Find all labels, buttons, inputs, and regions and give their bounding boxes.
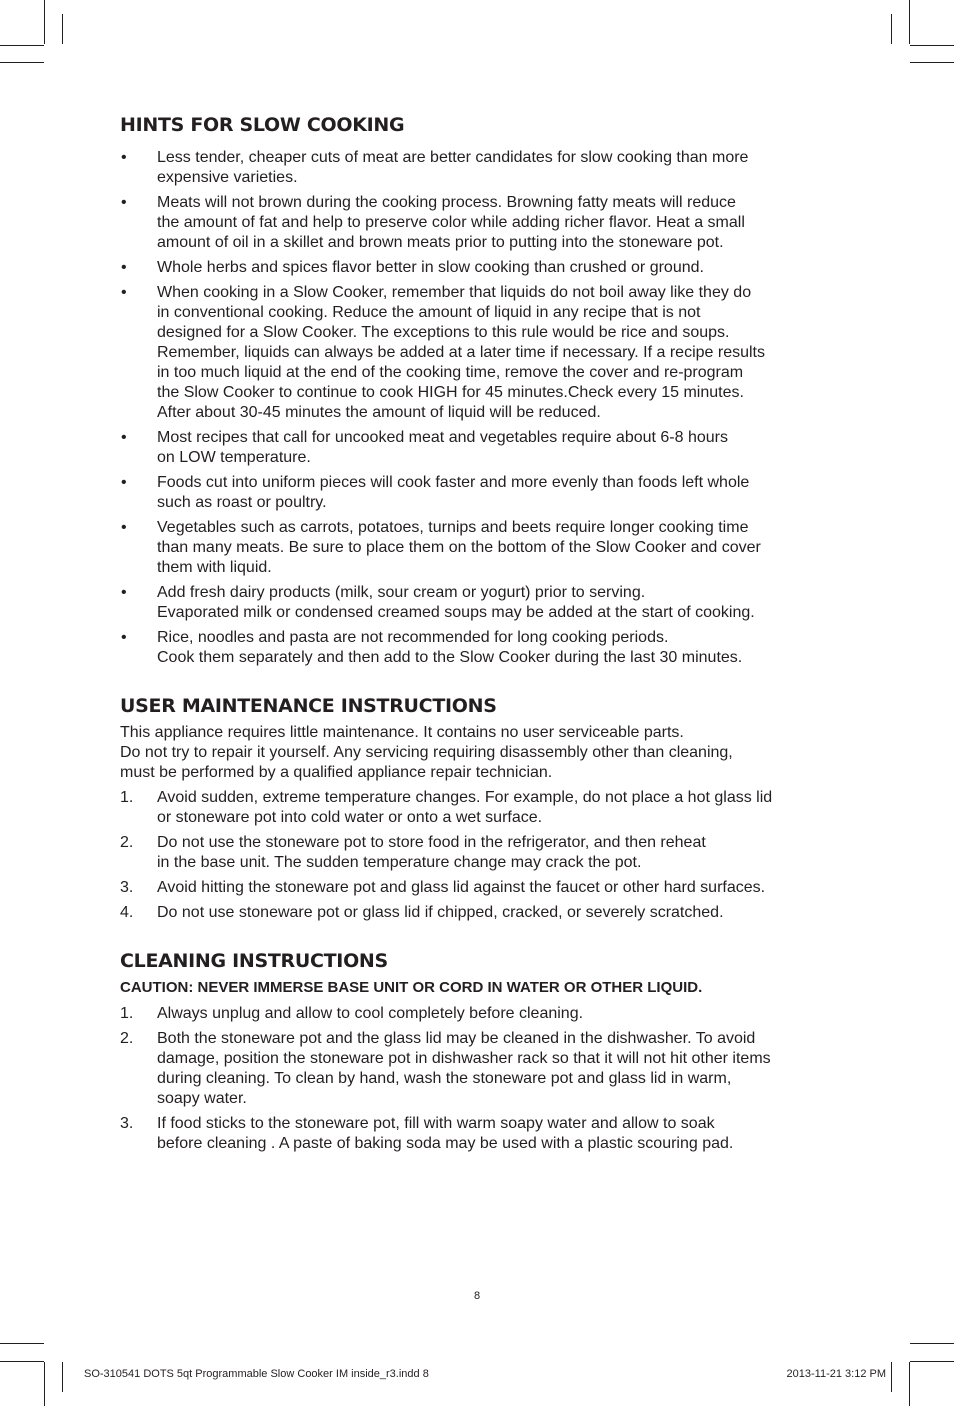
- item-text: Meats will not brown during the cooking process. Browning fatty meats will reduce the amount of fat and help to preserve color while adding richer flavor. Heat a small amount of oil in a skillet and brown meats prior to putting into the stoneware pot.: [157, 194, 745, 251]
- list-item: [120, 518, 840, 578]
- cleaning-list: [120, 1004, 840, 1154]
- crop-mark: [891, 14, 892, 44]
- item-text: Always unplug and allow to cool completely before cleaning.: [157, 1005, 584, 1022]
- bullet-marker: •: [121, 429, 127, 446]
- maintenance-heading: USER MAINTENANCE INSTRUCTIONS: [120, 695, 497, 717]
- bullet-marker: •: [121, 629, 127, 646]
- item-text: Most recipes that call for uncooked meat and vegetables require about 6-8 hours on LOW temperature.: [157, 429, 728, 466]
- page-content: [120, 112, 840, 1159]
- item-number: 3.: [120, 879, 134, 896]
- item-text: Rice, noodles and pasta are not recommended for long cooking periods. Cook them separately and then add to the Slow Cooker during the last 30 minutes.: [157, 629, 743, 666]
- list-item: [120, 1114, 840, 1154]
- crop-mark: [909, 0, 910, 44]
- hints-heading: HINTS FOR SLOW COOKING: [120, 114, 405, 136]
- item-text: Avoid hitting the stoneware pot and glass lid against the faucet or other hard surfaces.: [157, 879, 766, 896]
- bullet-marker: •: [121, 474, 127, 491]
- crop-mark: [62, 1362, 63, 1392]
- item-text: Foods cut into uniform pieces will cook faster and more evenly than foods left whole such as roast or poultry.: [157, 474, 750, 511]
- item-text: Both the stoneware pot and the glass lid may be cleaned in the dishwasher. To avoid damage, position the stoneware pot in dishwasher rack so that it will not hit other items during cleaning. To clean by hand, wash the stoneware pot and glass lid in warm, soapy water.: [157, 1030, 771, 1107]
- caution-notice: CAUTION: NEVER IMMERSE BASE UNIT OR CORD IN WATER OR OTHER LIQUID.: [120, 979, 703, 996]
- list-item: [120, 428, 840, 468]
- item-number: 3.: [120, 1115, 134, 1132]
- crop-mark: [62, 14, 63, 44]
- item-number: 1.: [120, 1005, 134, 1022]
- slug-timestamp: 2013-11-21 3:12 PM: [786, 1368, 886, 1380]
- item-text: Do not use the stoneware pot to store food in the refrigerator, and then reheat in the base unit. The sudden temperature change may crack the pot.: [157, 834, 706, 871]
- item-text: When cooking in a Slow Cooker, remember that liquids do not boil away like they do in conventional cooking. Reduce the amount of liquid in any recipe that is not designed for a Slow Cooker. The exceptions to this rule would be rice and soups. Remember, liquids can always be added at a later time if necessary. If a recipe results in too much liquid at the end of the cooking time, remove the cover and re-program the Slow Cooker to continue to cook HIGH for 45 minutes.Check every 15 minutes. After about 30-45 minutes the amount of liquid will be reduced.: [157, 284, 765, 421]
- bullet-marker: •: [121, 194, 127, 211]
- list-item: [120, 473, 840, 513]
- crop-mark: [910, 45, 954, 46]
- item-text: Whole herbs and spices flavor better in slow cooking than crushed or ground.: [157, 259, 704, 276]
- bullet-marker: •: [121, 284, 127, 301]
- item-number: 4.: [120, 904, 134, 921]
- item-text: Add fresh dairy products (milk, sour cream or yogurt) prior to serving. Evaporated milk or condensed creamed soups may be added at the start of cooking.: [157, 584, 755, 621]
- item-text: Vegetables such as carrots, potatoes, turnips and beets require longer cooking time than many meats. Be sure to place them on the bottom of the Slow Cooker and cover them with liquid.: [157, 519, 761, 576]
- page-number: 8: [473, 1290, 481, 1302]
- cleaning-section: [120, 948, 840, 1154]
- list-item: [120, 258, 840, 278]
- list-item: [120, 903, 840, 923]
- list-item: [120, 628, 840, 668]
- maintenance-list: [120, 788, 840, 923]
- bullet-marker: •: [121, 584, 127, 601]
- crop-mark: [909, 1362, 910, 1406]
- maintenance-intro: This appliance requires little maintenance. It contains no user serviceable parts. Do not try to repair it yourself. Any servicing requiring disassembly other than cleaning, must be performed by a qualified appliance repair technician.: [120, 724, 733, 781]
- crop-mark: [910, 1361, 954, 1362]
- bullet-marker: •: [121, 519, 127, 536]
- list-item: [120, 788, 840, 828]
- crop-mark: [0, 45, 44, 46]
- item-number: 1.: [120, 789, 134, 806]
- crop-mark: [44, 1362, 45, 1406]
- bullet-marker: •: [121, 149, 127, 166]
- list-item: [120, 283, 840, 423]
- crop-mark: [44, 0, 45, 44]
- list-item: [120, 583, 840, 623]
- item-text: Avoid sudden, extreme temperature changes. For example, do not place a hot glass lid or stoneware pot into cold water or onto a wet surface.: [157, 789, 773, 826]
- item-number: 2.: [120, 834, 134, 851]
- hints-list: [120, 148, 840, 668]
- item-number: 2.: [120, 1030, 134, 1047]
- crop-mark: [0, 62, 44, 63]
- crop-mark: [0, 1343, 44, 1344]
- crop-mark: [910, 62, 954, 63]
- item-text: If food sticks to the stoneware pot, fill with warm soapy water and allow to soak before cleaning . A paste of baking soda may be used with a plastic scouring pad.: [157, 1115, 734, 1152]
- bullet-marker: •: [121, 259, 127, 276]
- crop-mark: [0, 1361, 44, 1362]
- item-text: Do not use stoneware pot or glass lid if chipped, cracked, or severely scratched.: [157, 904, 724, 921]
- slug-file-info: SO-310541 DOTS 5qt Programmable Slow Cooker IM inside_r3.indd 8: [84, 1368, 429, 1380]
- maintenance-section: [120, 693, 840, 923]
- list-item: [120, 193, 840, 253]
- cleaning-heading: CLEANING INSTRUCTIONS: [120, 950, 388, 972]
- list-item: [120, 148, 840, 188]
- item-text: Less tender, cheaper cuts of meat are better candidates for slow cooking than more expensive varieties.: [157, 149, 749, 186]
- list-item: [120, 878, 840, 898]
- list-item: [120, 1004, 840, 1024]
- crop-mark: [891, 1362, 892, 1392]
- crop-mark: [910, 1343, 954, 1344]
- hints-section: [120, 112, 840, 668]
- list-item: [120, 833, 840, 873]
- list-item: [120, 1029, 840, 1109]
